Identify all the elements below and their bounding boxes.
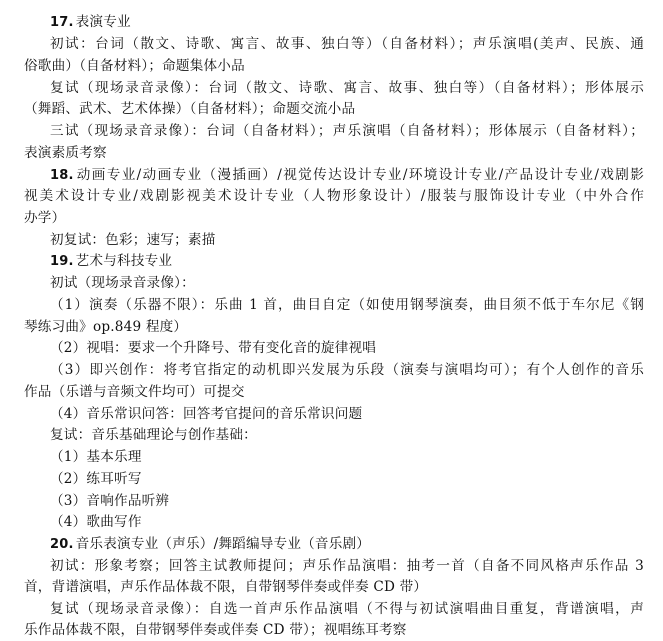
paragraph-line: 俗歌曲）（自备材料）；命题集体小品	[24, 58, 245, 74]
list-item: （2）视唱：要求一个升降号、带有变化音的旋律视唱	[50, 340, 377, 356]
paragraph-line: 首，背谱演唱，声乐作品体裁不限，自带钢琴伴奏或伴奏 CD 带）	[24, 579, 428, 595]
paragraph-line: 琴练习曲》op.849 程度）	[24, 319, 188, 335]
section-title: 动画专业/动画专业（漫插画）/视觉传达设计专业/环境设计专业/产品设计专业/戏剧影	[75, 167, 644, 183]
paragraph-line: 三试（现场录音录像）：台词（自备材料）；声乐演唱（自备材料）；形体展示（自备材料）；	[50, 123, 644, 139]
paragraph-line: 复试：音乐基础理论与创作基础：	[50, 427, 257, 443]
paragraph-line: 初试（现场录音录像）：	[50, 275, 195, 291]
section-17-heading	[50, 11, 644, 33]
paragraph-line: 复试（现场录音录像）：自选一首声乐作品演唱（不得与初试演唱曲目重复，背谱演唱，声	[50, 601, 644, 617]
paragraph-line: 作品（乐谱与音频文件均可）可提交	[24, 384, 245, 400]
paragraph-line: （舞蹈、武术、艺术体操）（自备材料）；命题交流小品	[24, 101, 356, 117]
section-19-heading	[50, 250, 644, 272]
list-item: （1）演奏（乐器不限）：乐曲 1 首，曲目自定（如使用钢琴演奏，曲目须不低于车尔尼《钢	[50, 297, 644, 313]
paragraph-line: 初试：台词（散文、诗歌、寓言、故事、独白等）（自备材料）；声乐演唱(美声、民族、通	[50, 36, 644, 52]
section-number: 18.	[50, 168, 74, 183]
section-title: 音乐表演专业（声乐）/舞蹈编导专业（音乐剧）	[75, 536, 371, 552]
list-item: （2）练耳听写	[50, 471, 142, 487]
paragraph-line: 初试：形象考察；回答主试教师提问；声乐作品演唱：抽考一首（自备不同风格声乐作品 3	[50, 558, 644, 574]
section-title-continued: 办学）	[24, 210, 66, 226]
section-title: 表演专业	[75, 14, 131, 30]
section-18-heading	[50, 164, 644, 186]
section-number: 19.	[50, 254, 74, 269]
list-item: （4）歌曲写作	[50, 514, 142, 530]
list-item: （4）音乐常识问答：回答考官提问的音乐常识问题	[50, 406, 363, 422]
section-title: 艺术与科技专业	[75, 253, 173, 269]
paragraph-line: 乐作品体裁不限，自带钢琴伴奏或伴奏 CD 带）；视唱练耳考察	[24, 622, 407, 638]
section-title-continued: 视美术设计专业/戏剧影视美术设计专业（人物形象设计）/服装与服饰设计专业（中外合作	[24, 188, 644, 204]
list-item: （3）即兴创作：将考官指定的动机即兴发展为乐段（演奏与演唱均可）；有个人创作的音乐	[50, 362, 644, 378]
section-number: 20.	[50, 537, 74, 552]
paragraph-line: 初复试：色彩；速写；素描	[50, 232, 216, 248]
paragraph-line: 复试（现场录音录像）：台词（散文、诗歌、寓言、故事、独白等）（自备材料）；形体展示	[50, 80, 644, 96]
section-number: 17.	[50, 15, 74, 30]
list-item: （1）基本乐理	[50, 449, 142, 465]
list-item: （3）音响作品听辨	[50, 493, 170, 509]
paragraph-line: 表演素质考察	[24, 145, 107, 161]
section-20-heading	[50, 533, 644, 555]
